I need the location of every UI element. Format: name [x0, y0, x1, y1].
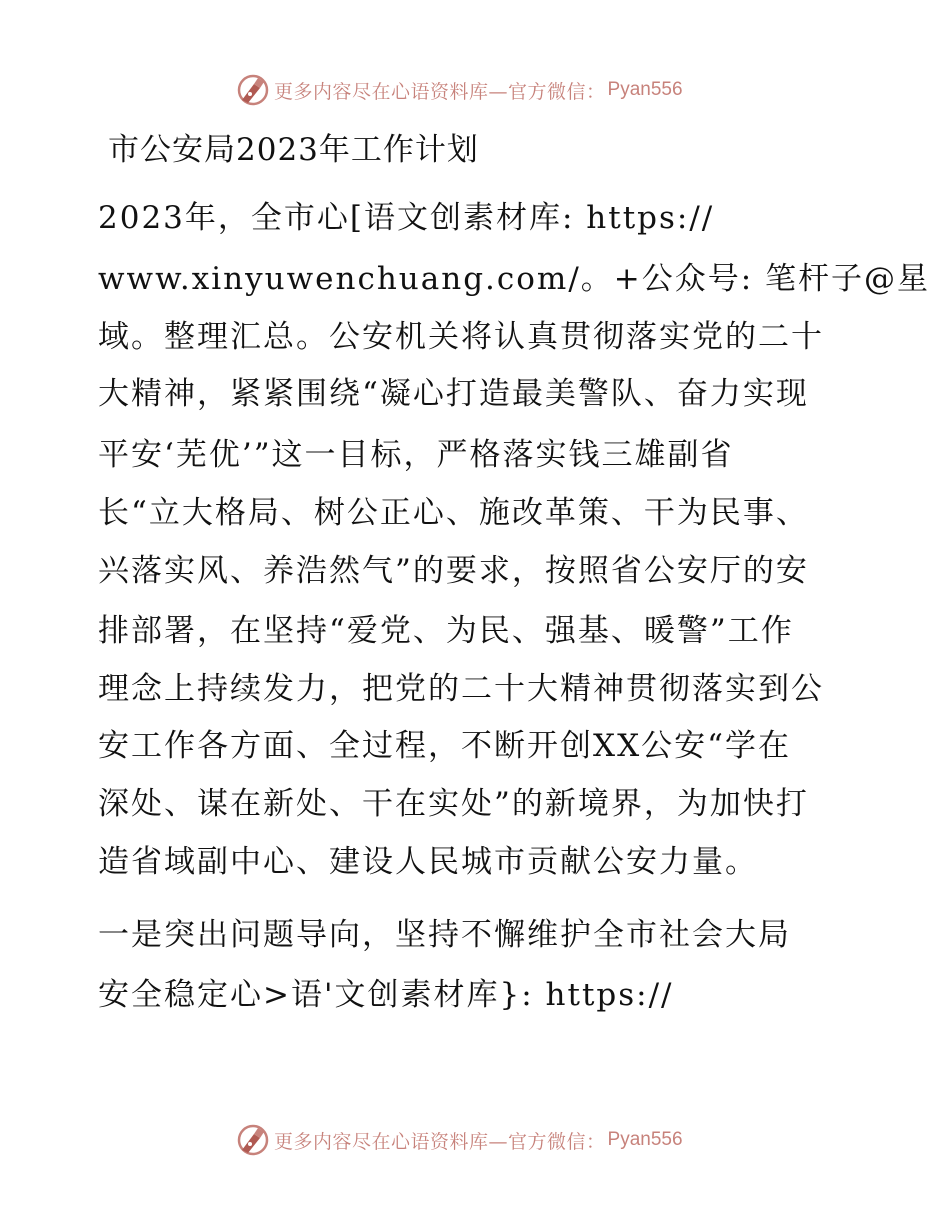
banner-promo-text: 更多内容尽在心语资料库—官方微信：: [274, 80, 606, 103]
paragraph-line: 平安‘芜优’”这一目标，严格落实钱三雄副省: [98, 437, 734, 473]
pen-nib-logo-icon: [236, 1123, 270, 1157]
header-watermark-banner: [236, 72, 683, 108]
paragraph-line: 造省域副中心、建设人民城市贡献公安力量。: [98, 844, 758, 880]
paragraph-line: 一是突出问题导向，坚持不懈维护全市社会大局: [98, 917, 791, 953]
banner-account-id: Pyan556: [607, 1129, 683, 1150]
pen-nib-logo-icon: [236, 73, 270, 107]
paragraph-line: 排部署，在坚持“爱党、为民、强基、暖警”工作: [98, 613, 794, 649]
paragraph-line: 域。整理汇总。公安机关将认真贯彻落实党的二十: [98, 319, 824, 355]
paragraph-line: 2023年，全市心[语文创素材库: https://: [98, 200, 715, 236]
paragraph-line: 兴落实风、养浩然气”的要求，按照省公安厅的安: [98, 553, 809, 589]
paragraph-line: www.xinyuwenchuang.com/。+公众号: 笔杆子@星: [98, 261, 931, 297]
paragraph-line: 深处、谋在新处、干在实处”的新境界，为加快打: [98, 786, 809, 822]
paragraph-line: 大精神，紧紧围绕“凝心打造最美警队、奋力实现: [98, 376, 809, 412]
banner-promo-text: 更多内容尽在心语资料库—官方微信：: [274, 1130, 606, 1153]
paragraph-line: 长“立大格局、树公正心、施改革策、干为民事、: [98, 495, 809, 531]
banner-account-id: Pyan556: [607, 79, 683, 100]
document-title: 市公安局2023年工作计划: [108, 132, 479, 168]
footer-watermark-banner: [236, 1122, 683, 1158]
paragraph-line: 理念上持续发力，把党的二十大精神贯彻落实到公: [98, 671, 824, 707]
paragraph-line: 安工作各方面、全过程，不断开创XX公安“学在: [98, 728, 791, 764]
paragraph-line: 安全稳定心>语'文创素材库}: https://: [98, 977, 674, 1013]
